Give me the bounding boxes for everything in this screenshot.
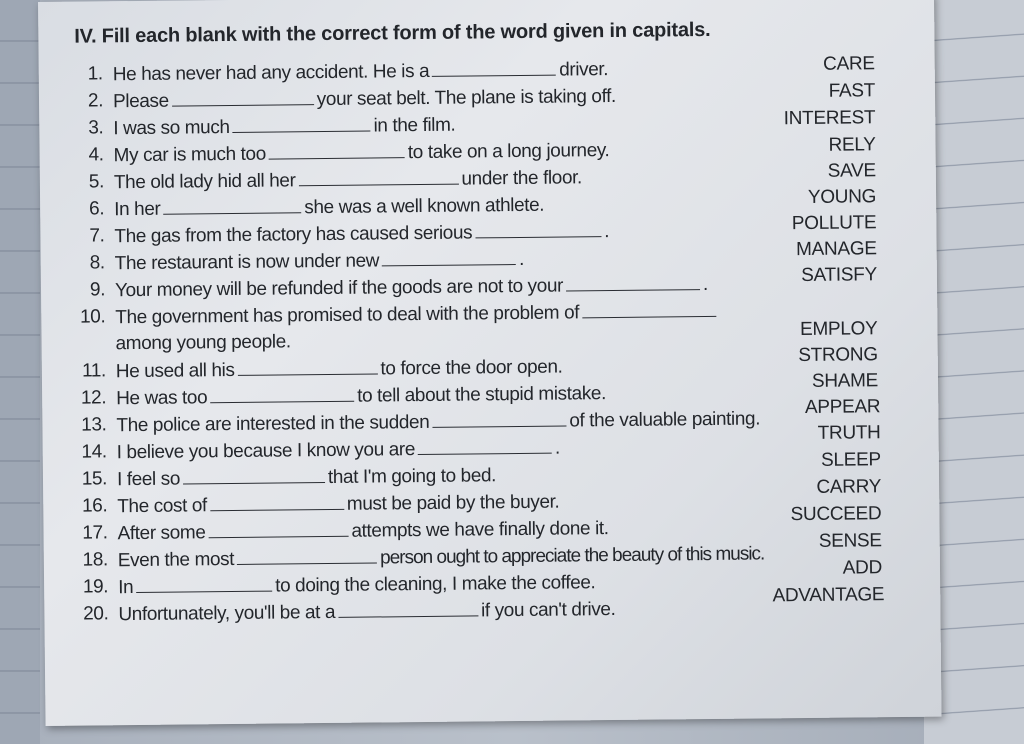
exercise-item-2: 2. Please your seat belt. The plane is taking off. <box>87 85 616 113</box>
answer-blank-2[interactable] <box>172 88 314 106</box>
answer-blank-18[interactable] <box>237 546 377 564</box>
capital-word-9: SATISFY <box>801 264 878 287</box>
worksheet-page <box>38 0 942 726</box>
exercise-item-19: 19. In to doing the cleaning, I make the coffee. <box>82 572 596 599</box>
exercise-item-20: 20. Unfortunately, you'll be at a if you can't drive. <box>83 598 616 626</box>
capital-word-1: CARE <box>822 53 875 75</box>
exercise-item-7: 7. The gas from the factory has caused serious . <box>89 221 610 248</box>
exercise-item-14: 14. I believe you because I know you are . <box>81 437 560 464</box>
exercise-item-10: 10. The government has promised to deal with the problem of <box>69 298 869 330</box>
exercise-item-6: 6. In her she was a well known athlete. <box>89 194 545 221</box>
answer-blank-13[interactable] <box>432 409 566 427</box>
exercise-item-16: 16. The cost of must be paid by the buyer. <box>81 491 560 518</box>
exercise-item-11: 11. He used all his to force the door open. <box>81 356 563 383</box>
answer-blank-5[interactable] <box>298 168 458 187</box>
capital-word-3: INTEREST <box>783 107 876 130</box>
answer-blank-1[interactable] <box>432 59 556 77</box>
answer-blank-15[interactable] <box>183 466 325 484</box>
answer-blank-4[interactable] <box>269 141 405 159</box>
exercise-item-17: 17. After some attempts we have finally done it. <box>82 518 609 545</box>
capital-word-10: EMPLOY <box>799 318 878 341</box>
answer-blank-8[interactable] <box>382 248 516 266</box>
exercise-item-3: 3. I was so much in the film. <box>88 114 456 140</box>
capital-word-19: ADD <box>842 557 883 579</box>
capital-word-16: CARRY <box>816 476 882 498</box>
exercise-item-13: 13. The police are interested in the sudden of the valuable painting. <box>81 408 761 437</box>
exercise-item-9: 9. Your money will be refunded if the goods are not to your . <box>89 274 708 302</box>
capital-word-2: FAST <box>828 80 876 102</box>
answer-blank-3[interactable] <box>232 115 370 133</box>
capital-word-5: SAVE <box>827 160 876 182</box>
capital-word-13: APPEAR <box>804 396 881 418</box>
capital-word-12: SHAME <box>811 370 879 392</box>
capital-word-4: RELY <box>828 134 876 156</box>
exercise-item-1: 1. He has never had any accident. He is a driver. <box>87 59 609 86</box>
capital-word-17: SUCCEED <box>790 503 882 526</box>
answer-blank-10[interactable] <box>582 300 716 318</box>
capital-word-20: ADVANTAGE <box>772 584 885 607</box>
answer-blank-14[interactable] <box>418 437 552 455</box>
exercise-item-12: 12. He was too to tell about the stupid mistake. <box>80 383 607 410</box>
answer-blank-7[interactable] <box>475 220 601 238</box>
capital-word-11: STRONG <box>798 344 878 367</box>
capital-word-18: SENSE <box>818 530 882 552</box>
capital-word-8: MANAGE <box>795 238 877 261</box>
answer-blank-6[interactable] <box>163 196 301 214</box>
exercise-item-10-continued: among young people. <box>115 331 291 355</box>
exercise-item-15: 15. I feel so that I'm going to bed. <box>81 465 497 491</box>
exercise-item-18: 18. Even the most person ought to appreciate the beauty of this music. <box>82 543 765 572</box>
notebook-left-margin <box>0 0 40 744</box>
exercise-item-4: 4. My car is much too to take on a long journey. <box>88 140 610 167</box>
answer-blank-16[interactable] <box>210 493 344 511</box>
answer-blank-19[interactable] <box>136 575 272 593</box>
capital-word-15: SLEEP <box>820 449 881 471</box>
answer-blank-17[interactable] <box>208 520 348 538</box>
exercise-item-5: 5. The old lady hid all her under the floor. <box>88 167 582 194</box>
capital-word-7: POLLUTE <box>791 212 877 235</box>
answer-blank-9[interactable] <box>566 273 700 291</box>
exercise-item-8: 8. The restaurant is now under new . <box>89 248 525 275</box>
exercise-heading: IV. Fill each blank with the correct form of the word given in capitals. <box>74 18 711 48</box>
answer-blank-12[interactable] <box>210 385 354 404</box>
capital-word-6: YOUNG <box>807 186 877 208</box>
capital-word-14: TRUTH <box>817 422 881 444</box>
answer-blank-11[interactable] <box>237 357 377 375</box>
answer-blank-20[interactable] <box>338 599 478 617</box>
